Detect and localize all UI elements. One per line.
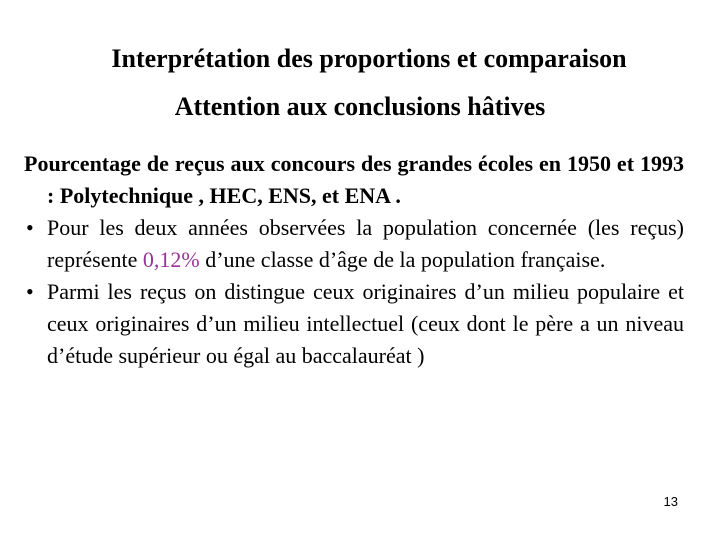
bullet-marker: • xyxy=(26,279,34,304)
slide-body xyxy=(24,148,684,372)
bullet-item-population xyxy=(24,212,684,276)
lead-paragraph: Pourcentage de reçus aux concours des grandes écoles en 1950 et 1993 : Polytechnique , HEC, ENS, et ENA . xyxy=(24,151,684,208)
bullet-marker: • xyxy=(26,215,34,240)
bullet-text-before: Pour les deux années observées la population concernée (les reçus) représente xyxy=(47,215,684,272)
page-number: 13 xyxy=(663,494,678,509)
bullet-text: Parmi les reçus on distingue ceux originaires d’un milieu populaire et ceux originaires d’un milieu intellectuel (ceux dont le père a un niveau d’étude supérieur ou égal au baccalauréat ) xyxy=(47,279,684,368)
percentage-highlight: 0,12% xyxy=(142,247,200,272)
bullet-text-after: d’une classe d’âge de la population française. xyxy=(199,247,606,272)
slide-title-line-1: Interprétation des proportions et comparaison xyxy=(111,44,627,73)
slide-title-line-2: Attention aux conclusions hâtives xyxy=(174,92,546,121)
bullet-item-origins xyxy=(24,276,684,372)
